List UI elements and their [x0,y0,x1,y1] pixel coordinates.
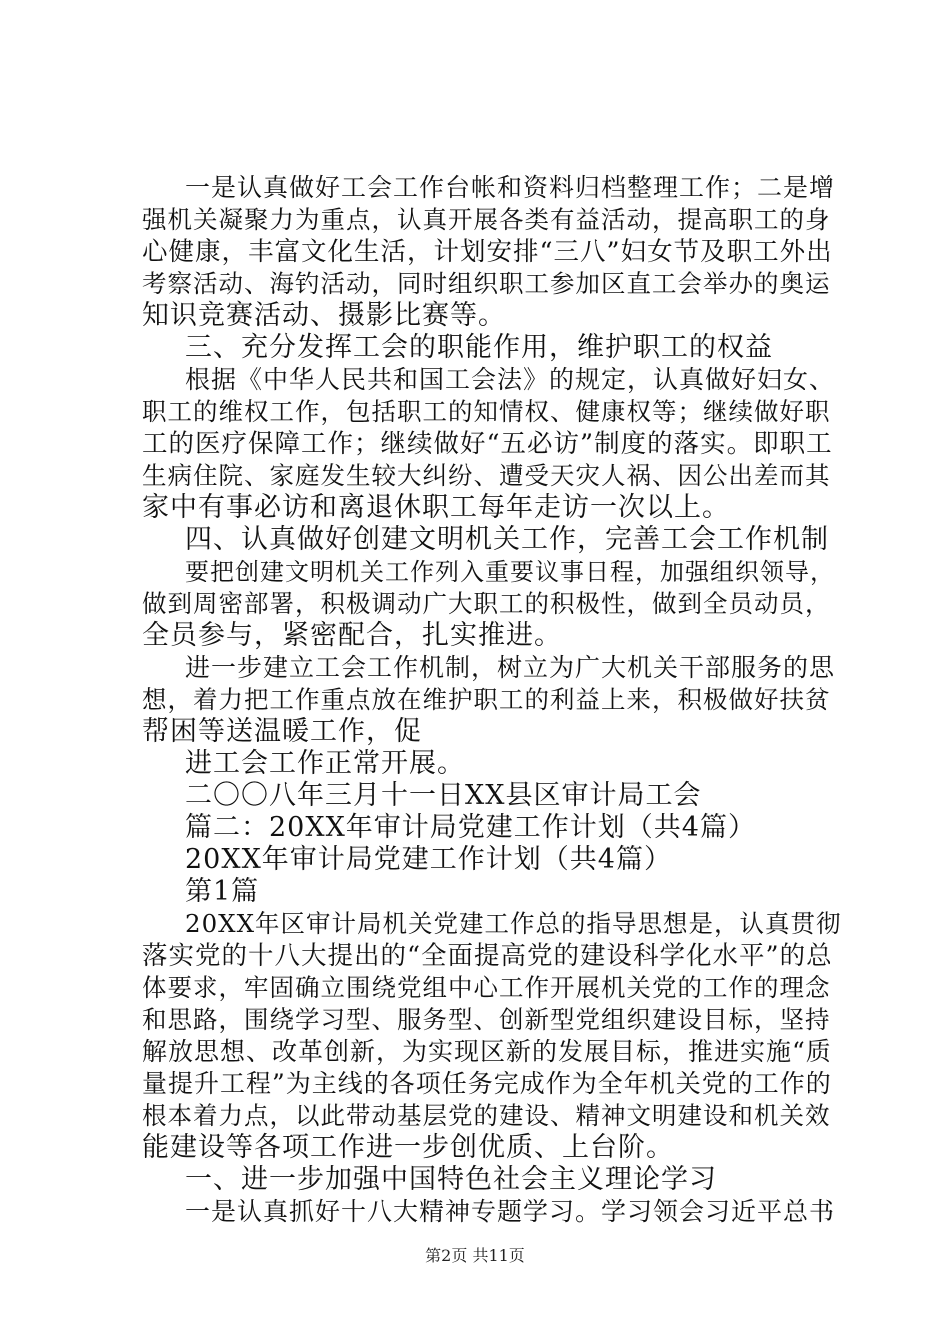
text-line: 体要求，牢固确立围绕党组中心工作开展机关党的工作的理念 [142,973,831,1002]
text-line: 落实党的十八大提出的“全面提高党的建设科学化水平”的总 [142,941,833,971]
text-line: 和思路，围绕学习型、服务型、创新型党组织建设目标，坚持 [142,1005,831,1034]
text-line: 篇二：20XX年审计局党建工作计划（共4篇） [185,812,756,843]
text-line: 要把创建文明机关工作列入重要议事日程，加强组织领导， [185,558,835,586]
text-line: 第1篇 [185,876,260,907]
text-line: 20XX年审计局党建工作计划（共4篇） [185,844,672,875]
text-line: 全员参与，紧密配合，扎实推进。 [142,620,562,651]
text-line: 做到周密部署，积极调动广大职工的积极性，做到全员动员， [142,589,831,618]
text-line: 进工会工作正常开展。 [185,748,465,779]
text-line: 一、进一步加强中国特色社会主义理论学习 [185,1164,717,1195]
text-line: 量提升工程”为主线的各项任务完成作为全年机关党的工作的 [142,1069,832,1098]
text-line: 帮困等送温暖工作，促 [142,716,422,747]
text-line: 强机关凝聚力为重点，认真开展各类有益活动，提高职工的身 [142,205,831,234]
text-line: 二〇〇八年三月十一日XX县区审计局工会 [185,780,702,811]
text-line: 进一步建立工会工作机制，树立为广大机关干部服务的思 [185,653,836,682]
text-line: 生病住院、家庭发生较大纠纷、遭受天灾人祸、因公出差而其 [142,461,831,490]
text-line: 考察活动、海钓活动，同时组织职工参加区直工会举办的奥运 [142,269,831,298]
text-line: 20XX年区审计局机关党建工作总的指导思想是，认真贯彻 [185,909,842,938]
text-line: 解放思想、改革创新，为实现区新的发展目标，推进实施“质 [142,1037,832,1066]
text-line: 心健康，丰富文化生活，计划安排“三八”妇女节及职工外出 [142,237,833,267]
text-line: 根本着力点，以此带动基层党的建设、精神文明建设和机关效 [142,1101,831,1130]
text-line: 根据《中华人民共和国工会法》的规定，认真做好妇女、 [185,365,836,394]
text-line: 知识竞赛活动、摄影比赛等。 [142,300,506,331]
text-line: 四、认真做好创建文明机关工作，完善工会工作机制 [185,524,829,555]
text-line: 一是认真做好工会工作台帐和资料归档整理工作；二是增 [185,173,836,202]
document-body [142,172,842,1228]
text-line: 一是认真抓好十八大精神专题学习。学习领会习近平总书 [185,1197,836,1226]
text-line: 三、充分发挥工会的职能作用，维护职工的权益 [185,332,773,363]
text-line: 工的医疗保障工作；继续做好“五必访”制度的落实。即职工 [142,429,833,459]
text-line: 想，着力把工作重点放在维护职工的利益上来，积极做好扶贫 [142,685,831,714]
text-line: 职工的维权工作，包括职工的知情权、健康权等；继续做好职 [142,397,831,426]
text-line: 能建设等各项工作进一步创优质、上台阶。 [142,1132,674,1163]
page-footer: 第2页 共11页 [425,1246,525,1265]
text-line: 家中有事必访和离退休职工每年走访一次以上。 [142,492,730,523]
